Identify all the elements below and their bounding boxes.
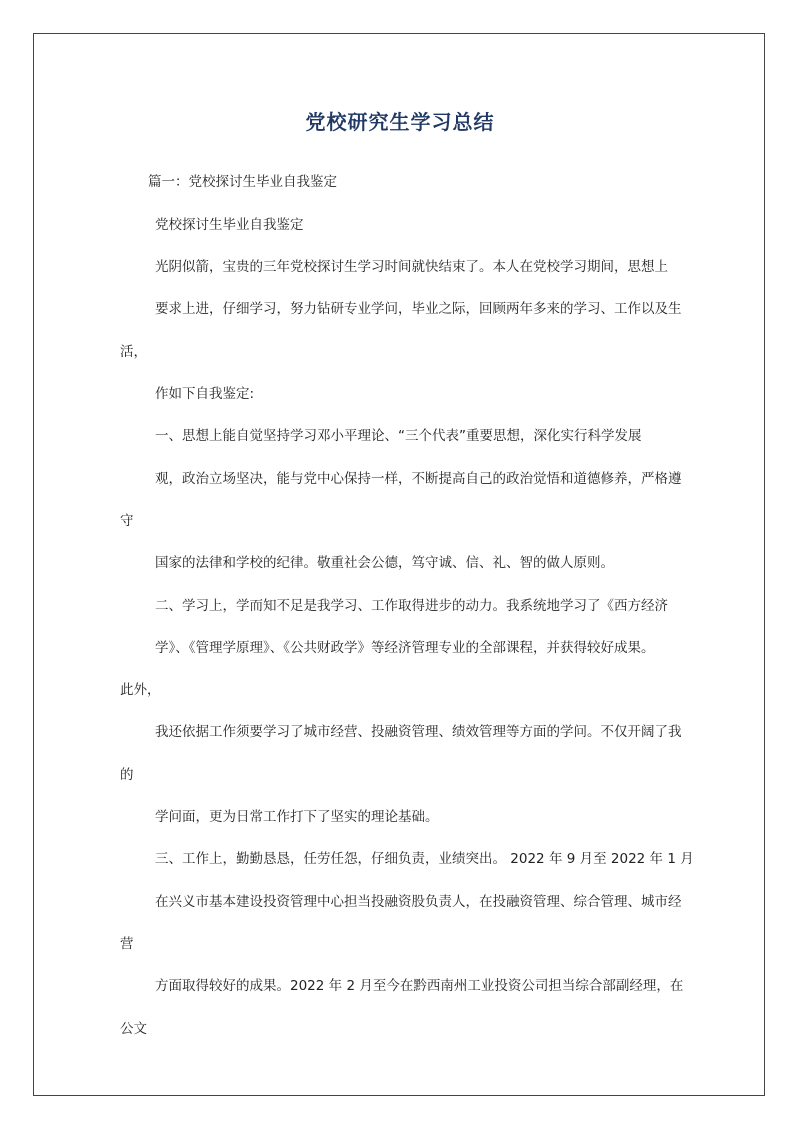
text-line: 观，政治立场坚决，能与党中心保持一样，不断提高自己的政治觉悟和道德修养，严格遵 — [155, 471, 682, 487]
text-line: 学》、《管理学原理》、《公共财政学》等经济管理专业的全部课程，并获得较好成果。 — [155, 640, 655, 656]
text-line: 党校探讨生毕业自我鉴定 — [155, 217, 304, 233]
text-line: 国家的法律和学校的纪律。敬重社会公德，笃守诚、信、礼、智的做人原则。 — [155, 555, 614, 571]
text-line: 作如下自我鉴定: — [155, 386, 255, 402]
text-line: 光阴似箭，宝贵的三年党校探讨生学习时间就快结束了。本人在党校学习期间，思想上 — [155, 259, 668, 275]
text-line: 方面取得较好的成果。2022 年 2 月至今在黔西南州工业投资公司担当综合部副经理，在 — [155, 978, 684, 994]
text-line: 公文 — [120, 1021, 147, 1037]
text-line: 的 — [120, 767, 134, 783]
text-line: 学问面，更为日常工作打下了坚实的理论基础。 — [155, 809, 439, 825]
text-line: 要求上进，仔细学习，努力钻研专业学问，毕业之际，回顾两年多来的学习、工作以及生 — [155, 301, 682, 317]
text-line: 活， — [120, 344, 147, 360]
text-line: 守 — [120, 513, 134, 529]
text-line: 篇一：党校探讨生毕业自我鉴定 — [148, 174, 337, 190]
text-line: 一、思想上能自觉坚持学习邓小平理论、“三个代表”重要思想，深化实行科学发展 — [155, 428, 642, 444]
text-line: 三、工作上，勤勤恳恳，任劳任怨，仔细负责，业绩突出。 2022 年 9 月至 2022 年 1 月 — [155, 851, 694, 867]
text-line: 我还依据工作须要学习了城市经营、投融资管理、绩效管理等方面的学问。不仅开阔了我 — [155, 724, 682, 740]
text-line: 此外， — [120, 682, 161, 698]
text-line: 营 — [120, 936, 134, 952]
text-line: 二、学习上，学而知不足是我学习、工作取得进步的动力。我系统地学习了《西方经济 — [155, 598, 668, 614]
document-title: 党校研究生学习总结 — [305, 110, 495, 134]
text-line: 在兴义市基本建设投资管理中心担当投融资股负责人，在投融资管理、综合管理、城市经 — [155, 894, 682, 910]
